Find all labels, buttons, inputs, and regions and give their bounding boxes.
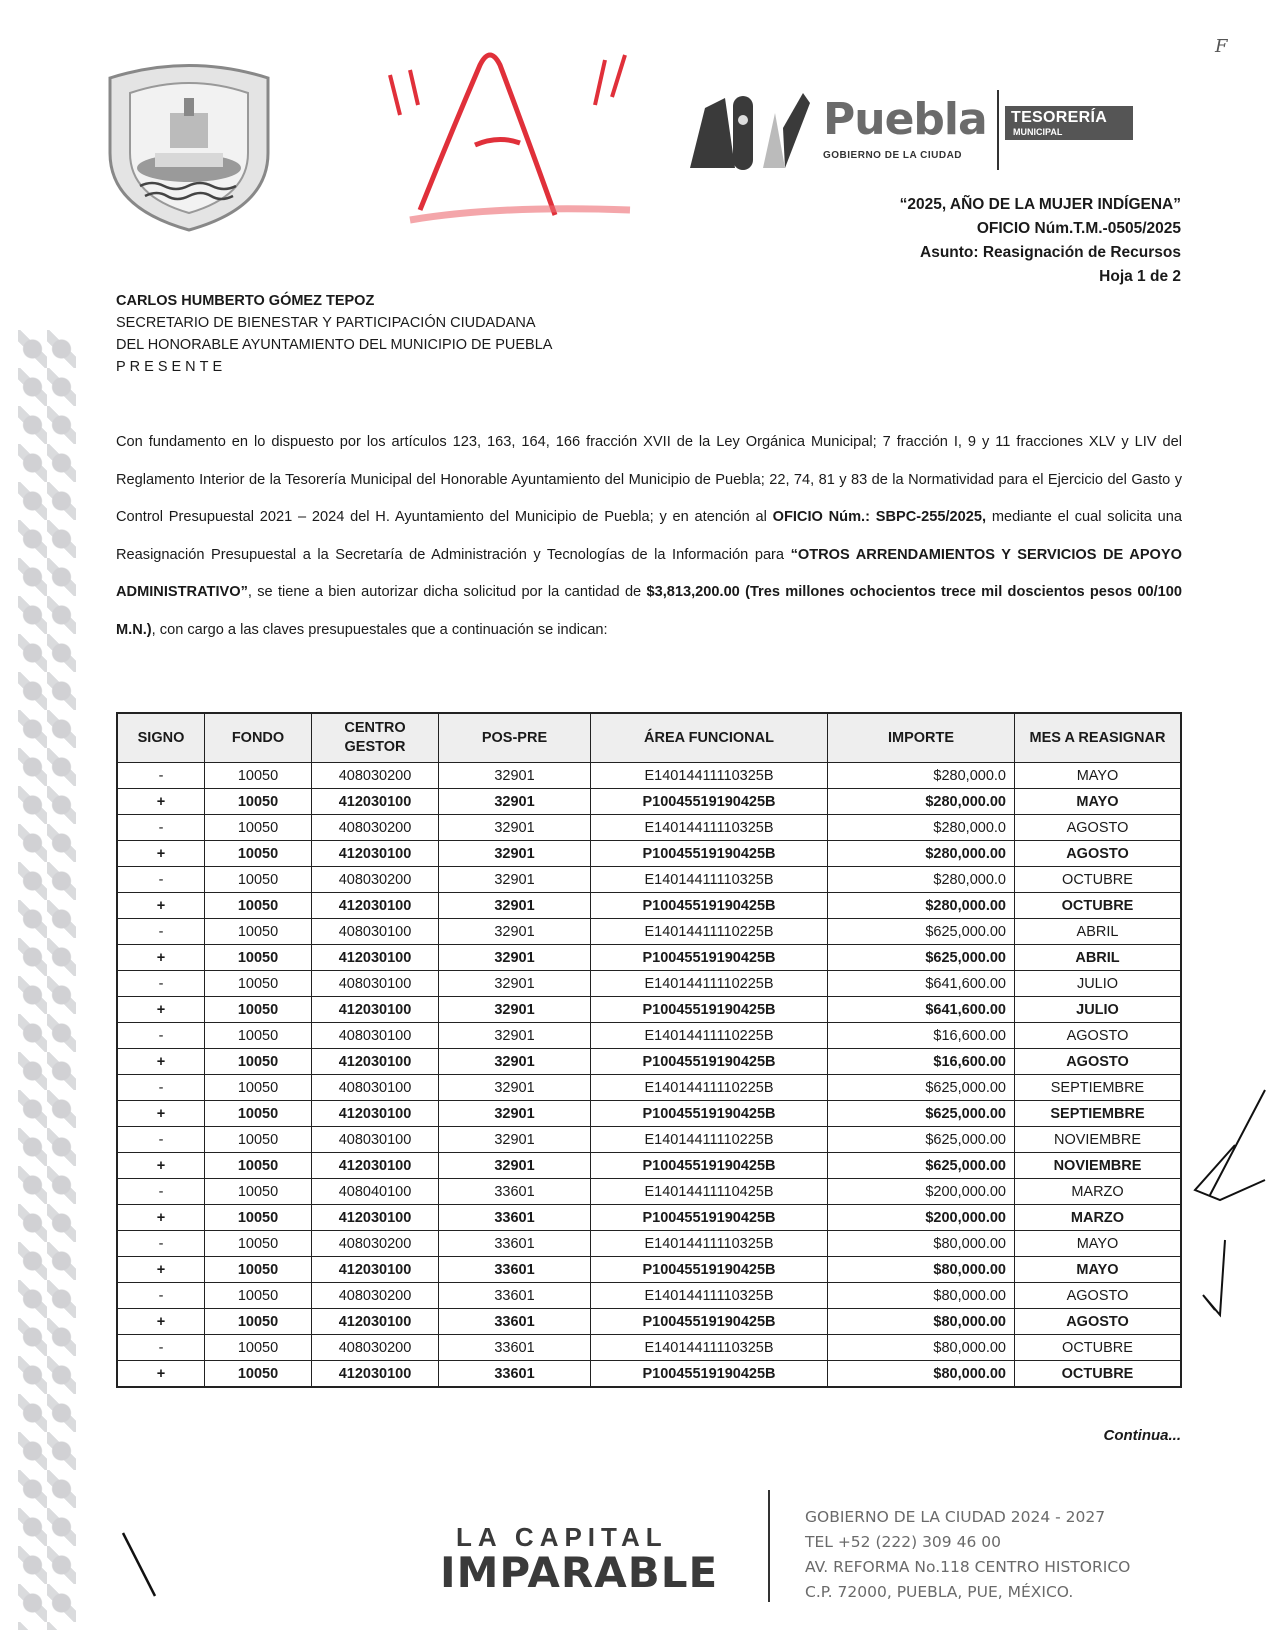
cell-importe: $625,000.00 (828, 1153, 1015, 1179)
cell-signo: - (117, 1179, 205, 1205)
recipient-title: SECRETARIO DE BIENESTAR Y PARTICIPACIÓN CIUDADANA (116, 315, 536, 331)
cell-fondo: 10050 (205, 945, 312, 971)
cell-signo: + (117, 997, 205, 1023)
cell-mes: MAYO (1015, 763, 1182, 789)
cell-centro-gestor: 408040100 (312, 1179, 439, 1205)
cell-fondo: 10050 (205, 763, 312, 789)
body-text-2: mediante el cual solicita una Reasignación Presupuestal a la Secretaría de Administración y Tecnologías de la Información para (116, 509, 1182, 563)
table-header-row (117, 713, 1181, 763)
cell-signo: - (117, 1023, 205, 1049)
col-fondo: FONDO (205, 713, 312, 763)
budget-reassignment-table (116, 712, 1182, 1388)
cell-area-funcional: E14014411110325B (591, 1231, 828, 1257)
cell-pos-pre: 33601 (439, 1309, 591, 1335)
table-row (117, 1205, 1181, 1231)
cell-pos-pre: 32901 (439, 841, 591, 867)
cell-pos-pre: 33601 (439, 1361, 591, 1388)
cell-signo: + (117, 789, 205, 815)
cell-area-funcional: E14014411110225B (591, 1075, 828, 1101)
cell-pos-pre: 32901 (439, 893, 591, 919)
table-row (117, 1101, 1181, 1127)
cell-signo: - (117, 1127, 205, 1153)
cell-mes: MAYO (1015, 789, 1182, 815)
document-header (900, 193, 1181, 289)
cell-area-funcional: E14014411110225B (591, 919, 828, 945)
cell-area-funcional: E14014411110225B (591, 1127, 828, 1153)
cell-signo: - (117, 1335, 205, 1361)
cell-area-funcional: P10045519190425B (591, 1309, 828, 1335)
decorative-border-pattern (18, 330, 76, 1630)
cell-signo: + (117, 1101, 205, 1127)
cell-mes: MARZO (1015, 1179, 1182, 1205)
cell-pos-pre: 32901 (439, 1101, 591, 1127)
table-body (117, 763, 1181, 1388)
cell-centro-gestor: 408030100 (312, 1075, 439, 1101)
page-mark: F (1215, 36, 1228, 57)
cell-signo: + (117, 1049, 205, 1075)
cell-area-funcional: E14014411110425B (591, 1179, 828, 1205)
cell-area-funcional: P10045519190425B (591, 997, 828, 1023)
oficio-number: OFICIO Núm.T.M.-0505/2025 (976, 220, 1181, 237)
year-motto: “2025, AÑO DE LA MUJER INDÍGENA” (899, 196, 1181, 213)
table-row (117, 1231, 1181, 1257)
budget-concept: “OTROS ARRENDAMIENTOS Y SERVICIOS DE APOYO ADMINISTRATIVO” (116, 546, 1182, 600)
municipal-seal-icon (100, 58, 278, 233)
cell-fondo: 10050 (205, 971, 312, 997)
cell-mes: MAYO (1015, 1231, 1182, 1257)
cell-importe: $280,000.0 (828, 763, 1015, 789)
cell-pos-pre: 32901 (439, 945, 591, 971)
cell-centro-gestor: 408030100 (312, 1127, 439, 1153)
cell-fondo: 10050 (205, 919, 312, 945)
table-row (117, 893, 1181, 919)
presente: PRESENTE (116, 359, 227, 375)
address-line: TEL +52 (222) 309 46 00 (805, 1533, 1001, 1551)
cell-signo: + (117, 1361, 205, 1388)
tesoreria-badge (1005, 106, 1133, 140)
subject: Asunto: Reasignación de Recursos (920, 244, 1181, 261)
cell-mes: MARZO (1015, 1205, 1182, 1231)
cell-importe: $16,600.00 (828, 1049, 1015, 1075)
cell-pos-pre: 32901 (439, 815, 591, 841)
cell-signo: + (117, 1153, 205, 1179)
cell-importe: $280,000.0 (828, 867, 1015, 893)
signature-stroke (120, 1530, 160, 1600)
recipient-name: CARLOS HUMBERTO GÓMEZ TEPOZ (116, 293, 375, 309)
cell-centro-gestor: 412030100 (312, 945, 439, 971)
cell-mes: AGOSTO (1015, 1049, 1182, 1075)
col-pos-pre: POS-PRE (439, 713, 591, 763)
table-row (117, 1361, 1181, 1388)
cell-centro-gestor: 412030100 (312, 1049, 439, 1075)
cell-area-funcional: P10045519190425B (591, 1205, 828, 1231)
cell-importe: $625,000.00 (828, 1127, 1015, 1153)
cell-pos-pre: 32901 (439, 919, 591, 945)
cell-fondo: 10050 (205, 1179, 312, 1205)
table-row (117, 997, 1181, 1023)
cell-importe: $200,000.00 (828, 1179, 1015, 1205)
cell-signo: + (117, 1205, 205, 1231)
cell-fondo: 10050 (205, 1023, 312, 1049)
signature-initials-1 (1180, 1085, 1267, 1215)
cell-importe: $641,600.00 (828, 997, 1015, 1023)
signature-initials-2 (1195, 1235, 1235, 1320)
cell-mes: OCTUBRE (1015, 893, 1182, 919)
cell-importe: $625,000.00 (828, 1075, 1015, 1101)
cell-mes: AGOSTO (1015, 1309, 1182, 1335)
cell-importe: $200,000.00 (828, 1205, 1015, 1231)
table-row (117, 1283, 1181, 1309)
cell-mes: AGOSTO (1015, 815, 1182, 841)
slogan-line-1: LA CAPITAL (456, 1522, 668, 1552)
dept-name: TESORERÍA (1011, 109, 1108, 126)
cell-fondo: 10050 (205, 1101, 312, 1127)
cell-pos-pre: 33601 (439, 1257, 591, 1283)
cell-centro-gestor: 408030100 (312, 1023, 439, 1049)
cell-importe: $80,000.00 (828, 1335, 1015, 1361)
cell-importe: $280,000.0 (828, 815, 1015, 841)
cell-area-funcional: P10045519190425B (591, 1361, 828, 1388)
col-area-funcional: ÁREA FUNCIONAL (591, 713, 828, 763)
cell-centro-gestor: 412030100 (312, 997, 439, 1023)
cell-pos-pre: 33601 (439, 1205, 591, 1231)
cell-importe: $80,000.00 (828, 1257, 1015, 1283)
cell-signo: - (117, 763, 205, 789)
cell-signo: - (117, 1283, 205, 1309)
brand-name: Puebla (823, 94, 987, 145)
table-row (117, 945, 1181, 971)
cell-fondo: 10050 (205, 815, 312, 841)
cell-pos-pre: 32901 (439, 1075, 591, 1101)
cell-importe: $80,000.00 (828, 1283, 1015, 1309)
oficio-reference: OFICIO Núm.: SBPC-255/2025, (772, 509, 987, 525)
cell-mes: OCTUBRE (1015, 1361, 1182, 1388)
cell-pos-pre: 32901 (439, 789, 591, 815)
table-row (117, 815, 1181, 841)
cell-importe: $280,000.00 (828, 893, 1015, 919)
cell-fondo: 10050 (205, 1257, 312, 1283)
cell-area-funcional: E14014411110325B (591, 867, 828, 893)
cell-centro-gestor: 412030100 (312, 1205, 439, 1231)
address-line: GOBIERNO DE LA CIUDAD 2024 - 2027 (805, 1508, 1106, 1526)
cell-fondo: 10050 (205, 1049, 312, 1075)
cell-centro-gestor: 412030100 (312, 1257, 439, 1283)
cell-mes: SEPTIEMBRE (1015, 1101, 1182, 1127)
table-row (117, 1257, 1181, 1283)
table-row (117, 1049, 1181, 1075)
cell-area-funcional: P10045519190425B (591, 789, 828, 815)
cell-pos-pre: 32901 (439, 1023, 591, 1049)
cell-mes: MAYO (1015, 1257, 1182, 1283)
cell-mes: AGOSTO (1015, 841, 1182, 867)
col-signo: SIGNO (117, 713, 205, 763)
table-row (117, 867, 1181, 893)
cell-pos-pre: 32901 (439, 997, 591, 1023)
puebla-emblem-icon (685, 88, 815, 173)
cell-signo: - (117, 815, 205, 841)
table-row (117, 1153, 1181, 1179)
body-text-1: Con fundamento en lo dispuesto por los artículos 123, 163, 164, 166 fracción XVII de la Ley Orgánica Municipal; 7 fracción I, 9 y 11 fracciones XLV y LIV del Reglamento Interior de la Tesorería Municipal del Honorable Ayuntamiento del Municipio de Puebla; 22, 74, 81 y 83 de la Normatividad para el Ejercicio del Gasto y Control Presupuestal 2021 – 2024 del H. Ayuntamiento del Municipio de Puebla; y en atención al (116, 434, 1182, 525)
cell-fondo: 10050 (205, 1075, 312, 1101)
cell-fondo: 10050 (205, 893, 312, 919)
cell-mes: NOVIEMBRE (1015, 1127, 1182, 1153)
cell-centro-gestor: 412030100 (312, 1361, 439, 1388)
continues-note: Continua... (1103, 1427, 1181, 1444)
cell-centro-gestor: 412030100 (312, 841, 439, 867)
cell-fondo: 10050 (205, 1205, 312, 1231)
table-row (117, 1335, 1181, 1361)
cell-importe: $80,000.00 (828, 1361, 1015, 1388)
cell-area-funcional: E14014411110325B (591, 815, 828, 841)
cell-importe: $16,600.00 (828, 1023, 1015, 1049)
cell-mes: JULIO (1015, 971, 1182, 997)
body-paragraph (116, 424, 1182, 649)
table-row (117, 1023, 1181, 1049)
cell-importe: $280,000.00 (828, 841, 1015, 867)
cell-centro-gestor: 408030200 (312, 867, 439, 893)
cell-centro-gestor: 412030100 (312, 1101, 439, 1127)
address-line: C.P. 72000, PUEBLA, PUE, MÉXICO. (805, 1583, 1074, 1601)
cell-importe: $625,000.00 (828, 919, 1015, 945)
cell-pos-pre: 32901 (439, 867, 591, 893)
cell-signo: + (117, 945, 205, 971)
table-row (117, 1075, 1181, 1101)
cell-importe: $80,000.00 (828, 1231, 1015, 1257)
col-importe: IMPORTE (828, 713, 1015, 763)
logo-divider (997, 90, 999, 170)
cell-signo: - (117, 867, 205, 893)
cell-centro-gestor: 412030100 (312, 1309, 439, 1335)
cell-fondo: 10050 (205, 841, 312, 867)
cell-mes: AGOSTO (1015, 1023, 1182, 1049)
cell-centro-gestor: 408030200 (312, 815, 439, 841)
authorized-amount: $3,813,200.00 (Tres millones ochocientos trece mil doscientos pesos 00/100 M.N.) (116, 584, 1182, 638)
puebla-tesoreria-logo (685, 88, 1155, 178)
cell-mes: AGOSTO (1015, 1283, 1182, 1309)
footer-address (805, 1505, 1130, 1605)
table-row (117, 919, 1181, 945)
brand-subtitle: GOBIERNO DE LA CIUDAD (823, 150, 963, 161)
slogan-line-2: IMPARABLE (440, 1548, 719, 1597)
cell-centro-gestor: 412030100 (312, 789, 439, 815)
table-row (117, 1179, 1181, 1205)
cell-centro-gestor: 408030200 (312, 1283, 439, 1309)
cell-centro-gestor: 408030100 (312, 971, 439, 997)
page-count: Hoja 1 de 2 (1099, 268, 1181, 285)
cell-pos-pre: 32901 (439, 1127, 591, 1153)
table-row (117, 789, 1181, 815)
cell-centro-gestor: 408030100 (312, 919, 439, 945)
cell-area-funcional: E14014411110325B (591, 1335, 828, 1361)
table-row (117, 971, 1181, 997)
cell-mes: OCTUBRE (1015, 1335, 1182, 1361)
cell-pos-pre: 33601 (439, 1283, 591, 1309)
cell-signo: + (117, 1257, 205, 1283)
cell-signo: - (117, 919, 205, 945)
cell-fondo: 10050 (205, 1127, 312, 1153)
cell-importe: $641,600.00 (828, 971, 1015, 997)
cell-area-funcional: E14014411110225B (591, 971, 828, 997)
cell-pos-pre: 32901 (439, 971, 591, 997)
cell-pos-pre: 33601 (439, 1335, 591, 1361)
cell-fondo: 10050 (205, 1309, 312, 1335)
handwritten-annotation-a (380, 35, 660, 235)
cell-fondo: 10050 (205, 789, 312, 815)
address-line: AV. REFORMA No.118 CENTRO HISTORICO (805, 1558, 1131, 1576)
la-capital-imparable-logo (420, 1518, 720, 1598)
cell-fondo: 10050 (205, 867, 312, 893)
cell-centro-gestor: 412030100 (312, 1153, 439, 1179)
cell-mes: SEPTIEMBRE (1015, 1075, 1182, 1101)
cell-area-funcional: E14014411110325B (591, 1283, 828, 1309)
table-row (117, 1309, 1181, 1335)
cell-centro-gestor: 408030200 (312, 1335, 439, 1361)
col-centro-gestor: CENTRO GESTOR (312, 713, 439, 763)
body-text-3: , se tiene a bien autorizar dicha solicitud por la cantidad de (247, 584, 647, 600)
cell-fondo: 10050 (205, 1335, 312, 1361)
cell-signo: + (117, 1309, 205, 1335)
cell-mes: NOVIEMBRE (1015, 1153, 1182, 1179)
cell-area-funcional: P10045519190425B (591, 945, 828, 971)
recipient-org: DEL HONORABLE AYUNTAMIENTO DEL MUNICIPIO DE PUEBLA (116, 337, 553, 353)
cell-pos-pre: 32901 (439, 1153, 591, 1179)
cell-signo: + (117, 841, 205, 867)
dept-subname: MUNICIPAL (1013, 127, 1063, 137)
cell-pos-pre: 32901 (439, 1049, 591, 1075)
table-row (117, 841, 1181, 867)
cell-centro-gestor: 412030100 (312, 893, 439, 919)
cell-pos-pre: 33601 (439, 1179, 591, 1205)
cell-area-funcional: E14014411110225B (591, 1023, 828, 1049)
col-mes: MES A REASIGNAR (1015, 713, 1182, 763)
cell-fondo: 10050 (205, 1283, 312, 1309)
table-row (117, 1127, 1181, 1153)
cell-area-funcional: P10045519190425B (591, 1101, 828, 1127)
cell-fondo: 10050 (205, 1153, 312, 1179)
cell-area-funcional: P10045519190425B (591, 1257, 828, 1283)
cell-mes: OCTUBRE (1015, 867, 1182, 893)
cell-area-funcional: P10045519190425B (591, 893, 828, 919)
cell-importe: $625,000.00 (828, 1101, 1015, 1127)
cell-signo: + (117, 893, 205, 919)
cell-area-funcional: E14014411110325B (591, 763, 828, 789)
body-text-4: , con cargo a las claves presupuestales que a continuación se indican: (151, 621, 608, 638)
cell-importe: $80,000.00 (828, 1309, 1015, 1335)
cell-importe: $280,000.00 (828, 789, 1015, 815)
recipient-block (116, 290, 552, 378)
cell-pos-pre: 33601 (439, 1231, 591, 1257)
cell-signo: - (117, 1231, 205, 1257)
cell-signo: - (117, 971, 205, 997)
cell-centro-gestor: 408030200 (312, 763, 439, 789)
cell-signo: - (117, 1075, 205, 1101)
cell-mes: JULIO (1015, 997, 1182, 1023)
cell-fondo: 10050 (205, 997, 312, 1023)
footer-divider (768, 1490, 770, 1602)
cell-importe: $625,000.00 (828, 945, 1015, 971)
cell-area-funcional: P10045519190425B (591, 1153, 828, 1179)
cell-fondo: 10050 (205, 1361, 312, 1388)
table-row (117, 763, 1181, 789)
cell-mes: ABRIL (1015, 919, 1182, 945)
cell-area-funcional: P10045519190425B (591, 841, 828, 867)
cell-fondo: 10050 (205, 1231, 312, 1257)
cell-pos-pre: 32901 (439, 763, 591, 789)
cell-area-funcional: P10045519190425B (591, 1049, 828, 1075)
cell-mes: ABRIL (1015, 945, 1182, 971)
cell-centro-gestor: 408030200 (312, 1231, 439, 1257)
